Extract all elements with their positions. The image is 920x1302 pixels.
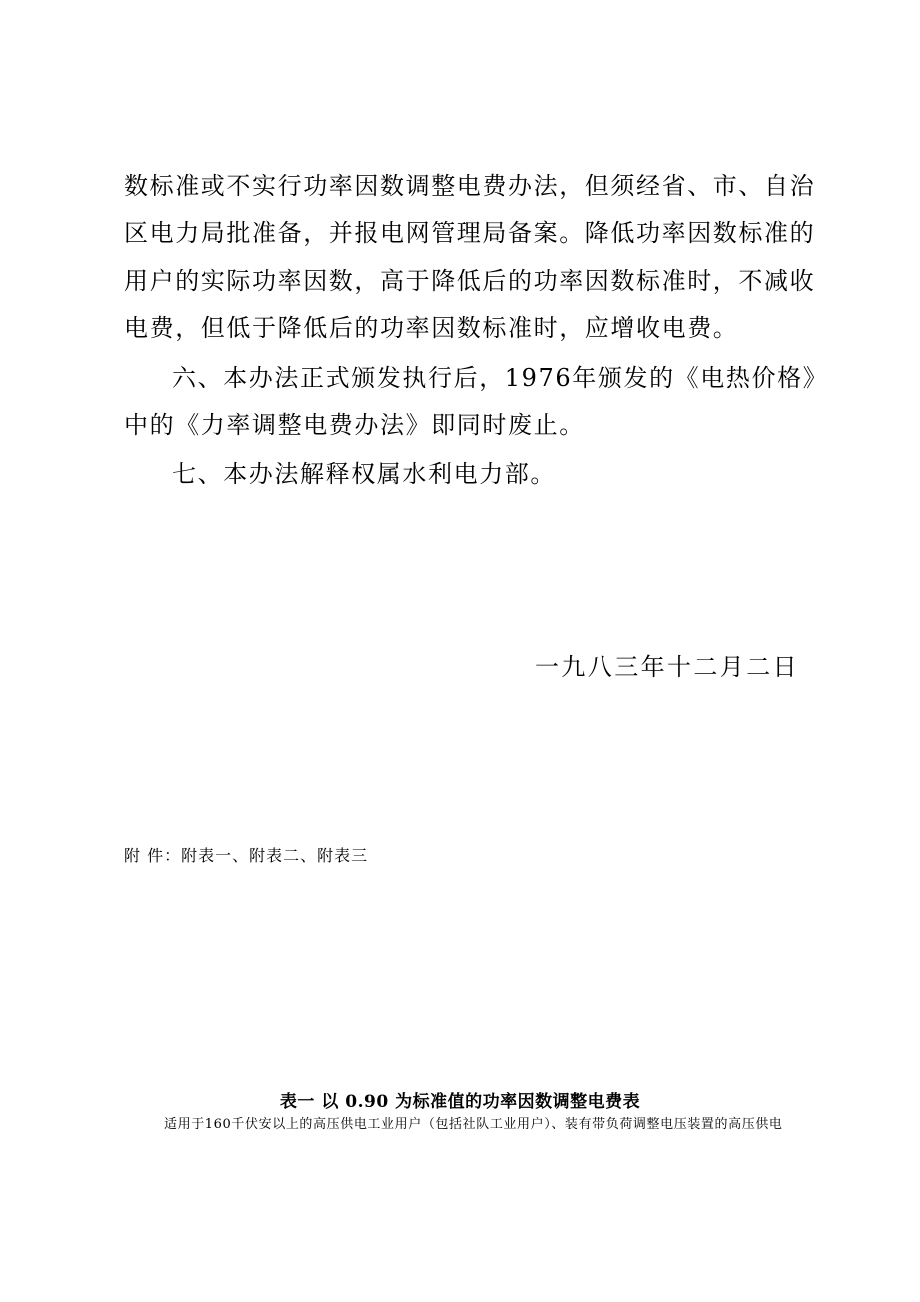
paragraph-line: 区电力局批准备，并报电网管理局备案。降低功率因数标准的 — [124, 219, 816, 247]
paragraph-seven-line: 七、本办法解释权属水利电力部。 — [172, 460, 556, 488]
table-subtitle: 适用于160千伏安以上的高压供电工业用户（包括社队工业用户）、装有带负荷调整电压装置的高压供电 — [164, 1117, 783, 1132]
table-title: 表一 以 0.90 为标准值的功率因数调整电费表 — [279, 1092, 641, 1112]
paragraph-line: 用户的实际功率因数，高于降低后的功率因数标准时，不减收 — [124, 267, 816, 295]
paragraph-six-line: 中的《力率调整电费办法》即同时废止。 — [124, 411, 585, 439]
paragraph-line: 电费，但低于降低后的功率因数标准时，应增收电费。 — [124, 314, 739, 342]
attachment-list: 附 件：附表一、附表二、附表三 — [124, 846, 369, 865]
paragraph-line: 数标准或不实行功率因数调整电费办法，但须经省、市、自治 — [124, 172, 816, 200]
issue-date: 一九八三年十二月二日 — [535, 653, 799, 681]
paragraph-six-line: 六、本办法正式颁发执行后，1976年颁发的《电热价格》 — [172, 364, 829, 392]
